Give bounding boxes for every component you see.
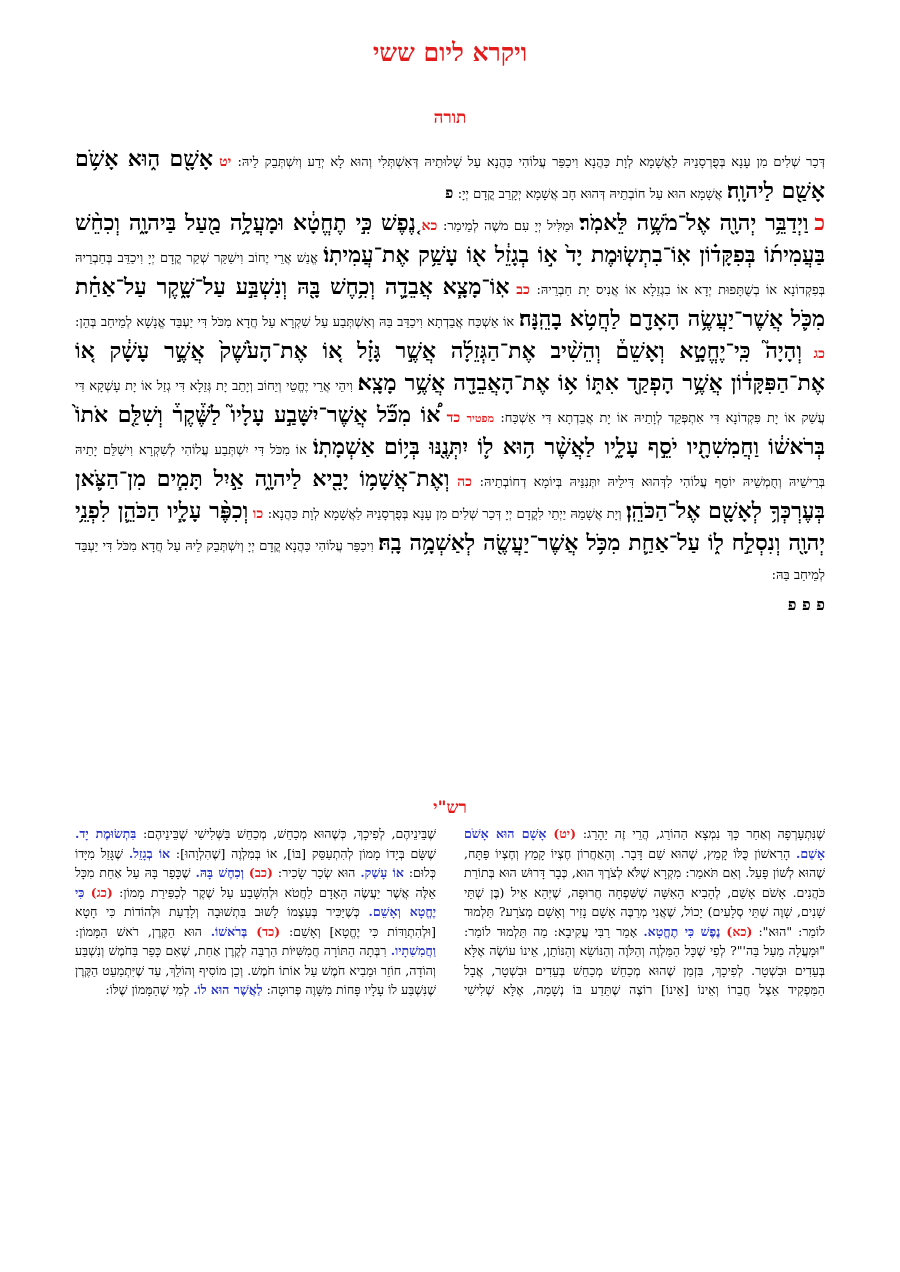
verse-23: וְהָיָה֮ כִּֽי־יֶחֱטָ֣א וְאָשֵׁם֒ וְהֵשִׁ֨יב אֶת־הַגְּזֵלָ֜ה אֲשֶׁ֣ר גָּזָ֗ל א֚וֹ אֶת־הָעֹ֙שֶׁק֙ אֲשֶׁ֣ר עָשָׁ֔ק א֚וֹ אֶת־הַפִּקָּד֔וֹן אֲשֶׁ֥ר הָפְקַ֖ד אִתּ֑וֹ א֥וֹ אֶת־הָאֲבֵדָ֖ה אֲשֶׁ֥ר מָצָֽא׃ (75, 338, 825, 396)
rashi-text: כְּשֶׁיַּכִּיר בְּעַצְמוֹ לָשׁוּב בִּתְשׁוּבָה וְלָדַעַת וּלְהוֹדוֹת כִּי חָטָא [וּלְהִתְוַדּוֹת כִּי יֶחֱטָא] וְאָשֵׁם: (75, 904, 436, 939)
rashi-text: אָמַר רַבִּי עֲקִיבָא: מַה תַּלְמוּד לוֹמַר: "וּמָעֲלָה מַעַל בַּה'"? לְפִי שֶׁכָּל הַמַּלְוֶה וְהַלֹּוֶה וְהַנּוֹשֵׂא וְהַנּוֹתֵן, אֵינוֹ עוֹשֶׂה אֶלָּא בְּעֵדִים וּבִשְׁטָר. לְפִיכָךְ, בִּזְמַן שֶׁהוּא מְכַחֵשׁ מְכַחֵשׁ בְּעֵדִים וּבִשְׁטָר, אֲבָל הַמַּפְקִיד אֵצֶל חֲבֵרוֹ וְאֵינוֹ [אֵינוֹ] רוֹצֶה שֶׁתֵּדַע בּוֹ נְשָׁמָה, אֶלָּא שְׁלִישִׁי שֶׁבֵּינֵיהֶם, לְפִיכָךְ, (353, 826, 825, 997)
rashi-text: הָרִאשׁוֹן כֻּלּוֹ קָמֵץ, שֶׁהוּא שֵׁם דָּבָר. וְהָאַחֲרוֹן חֶצְיוֹ קָמֵץ וְחֶצְיוֹ פַּתָּח, שֶׁהוּא לְשׁוֹן פָּעַל. וְאִם תֹּאמַר: מִקְרָא שֶׁלֹּא לְצֹרֶךְ הוּא, כְּבָר דָּרוּשׁ הוּא בְּתוֹרַת כֹּהֲנִים. אָשֹׁם אָשַׁם, לְהָבִיא הָאִשָּׁה שֶׁשִּׁפְחָה חֲרוּפָה, שֶׁיְּהֵא אֵיל (בֶּן שְׁתֵּי שָׁנִים, שָׁוֶה שְׁתֵּי סְלָעִים) יָכוֹל, שֶׁאֲנִי מְרַבֶּה אָשָׁם נָזִיר וְאָשָׁם מְצֹרָע? תַּלְמוּד לוֹמַר: "הוּא": (464, 845, 825, 939)
rashi-dibbur-hamatchil: אָשָׁם הוּא אָשֹׁם אָשַׁם. (464, 826, 825, 861)
rashi-dibbur-hamatchil: וְכִחֶשׁ בָּהּ. (195, 865, 244, 880)
onkelos-25: וְיָת אֲשָׁמֵהּ יַיְתֵי לִקֳדָם יְיָ דְּכַר שְׁלִים מִן עָנָא בְּפֻרְסָנֵיהּ לַאֲשָׁמָא לְוָת כַּהֲנָא: (267, 507, 622, 522)
page-title: ויקרא ליום ששי (372, 38, 528, 67)
rashi-dibbur-hamatchil: בְּרֹאשׁוֹ. (210, 923, 248, 939)
rashi-heading: רש"י (433, 798, 467, 818)
verse-21: נֶ֚פֶשׁ כִּ֣י תֶחֱטָ֔א וּמָעֲלָ֥ה מַ֖עַל בַּיהוָ֑ה וְכִחֵ֨שׁ בַּעֲמִית֜וֹ בְּפִקָּד֗וֹן אֽוֹ־בִתְשׂ֤וּמֶת יָד֙ א֣וֹ בְגָזֵ֔ל א֖וֹ עָשַׁ֥ק אֶת־עֲמִיתֽוֹ׃ (75, 210, 826, 268)
verse-number-22: כב (516, 282, 530, 298)
rashi-text: שֶׁשָּׂם בְּיָדוֹ מָמוֹן לְהִתְעַסֵּק [בּוֹ], אוֹ בְּמִלְוֶה [שֶׁהִלְוָהוּ]: (175, 845, 436, 861)
onkelos-23: וִיהֵי אֲרֵי יֶחֱטֵי וְיֵחוֹב וְיָתֵב יָת גְּזֵלָא דִּי גְזַל אוֹ יָת עָשְׁקָא דִּי עֲשַׁק אוֹ יָת פִּקְדוֹנָא דִּי אִתְפְּקֵד לְוָתֵיהּ אוֹ יָת אֲבֵדְתָא דִּי אַשְׁכַּח: (75, 379, 825, 426)
onkelos-19: אֲשָׁמָא הוּא עַל חוֹבְתֵיהּ דְּהוּא חָב אֲשָׁמָא יְקָרֵב קֳדָם יְיָ: (457, 187, 723, 202)
rashi-text: הוּא שְׂכַר שָׂכִיר: (277, 865, 356, 880)
rashi-text: שֶׁנִּתְעָרְפָה וְאַחַר כָּךְ נִמְצָא הַהוֹרֵג, הֲרֵי זֶה יֵהָרֵג: (582, 826, 825, 841)
rashi-text: לְמִי שֶׁהַמָּמוֹן שֶׁלּוֹ: (105, 982, 190, 997)
rashi-dibbur-hamatchil: כִּי יֶחֱטָא וְאָשֵׁם. (75, 884, 436, 919)
rashi-dibbur-hamatchil: אוֹ עָשַׁק. (360, 865, 404, 880)
verse-number-20: כ (814, 210, 826, 236)
onkelos-24: אוֹ מִכֹּל דִּי יִשְׁתְּבַע עֲלוֹהִי לְשִׁקְרָא וִישַׁלֵּם יָתֵיהּ בְּרֵישֵׁיהּ וְחֻמְשֵׁיהּ יוֹסֵף עֲלוֹהִי לִדְּהוּא דִּילֵיהּ יִתְּנִנֵּיהּ בְּיוֹמָא דְחוֹבְתֵיהּ: (75, 443, 825, 490)
verse-number-19: יט (219, 154, 232, 170)
end-parasha-marks: פ פ פ (787, 595, 825, 614)
verse-number-24: כד (446, 410, 461, 426)
rashi-text: רִבְּתָה הַתּוֹרָה חֲמִשִּׁיּוֹת הַרְבֵּה לְקֶרֶן אַחַת, שֶׁאִם כָּפַר בַּחֹמֶשׁ וְנִשְׁבַּע וְהוֹדָה, חוֹזֵר וּמֵבִיא חֹמֶשׁ עַל אוֹתוֹ חֹמֶשׁ. וְכֵן מוֹסִיף וְהוֹלֵךְ, עַד שֶׁיִּתְמַעֵט הַקֶּרֶן שֶׁנִּשְׁבַּע לוֹ עָלָיו פָּחוֹת מִשָּׁוֶה פְּרוּטָה: (75, 943, 436, 997)
verse-25: וְאֶת־אֲשָׁמ֥וֹ יָבִ֖יא לַיהוָ֑ה אַ֣יִל תָּמִ֧ים מִן־הַצֹּ֛אן בְּעֶרְכְּךָ֥ לְאָשָׁ֖ם אֶל־הַכֹּהֵֽן׃ (75, 466, 825, 524)
verse-22: אֽוֹ־מָצָ֧א אֲבֵדָ֛ה וְכִ֥חֶשׁ בָּ֖הּ וְנִשְׁבַּ֣ע עַל־שָׁ֑קֶר עַל־אַחַ֗ת מִכֹּ֛ל אֲשֶׁר־יַעֲשֶׂ֥ה הָאָדָ֖ם לַחֲטֹ֥א בָהֵֽנָּה׃ (75, 274, 826, 332)
maftir-label: מפטיר (466, 412, 495, 425)
rashi-dibbur-hamatchil: וַחֲמִשִׁתָיו. (390, 943, 436, 958)
rashi-text: כְּשֶׁהוּא מְכַחֵשׁ, מְכַחֵשׁ בַּשְּׁלִישִׁי שֶׁבֵּינֵיהֶם: (142, 826, 347, 841)
verse-number-25: כה (457, 474, 473, 490)
rashi-text: שֶׁכָּפַר בָּהּ עַל אַחַת מִכָּל אֵלֶּה אֲשֶׁר יַעֲשֶׂה הָאָדָם לַחֲטֹא וּלְהִשָּׁבַע עַל שֶׁקֶר לְכַפִּירַת מָמוֹן: (75, 865, 436, 900)
verse-26: וְכִפֶּ֨ר עָלָ֧יו הַכֹּהֵ֛ן לִפְנֵ֥י יְהוָ֖ה וְנִסְלַ֣ח ל֑וֹ עַל־אַחַ֛ת מִכֹּ֥ל אֲשֶׁר־יַעֲשֶׂ֖ה לְאַשְׁמָ֥ה בָֽהּ׃ (75, 498, 826, 556)
rashi-verse-number: (כד) (256, 923, 281, 939)
verse-number-21: כא (421, 218, 438, 234)
verse-20: וַיְדַבֵּ֥ר יְהוָ֖ה אֶל־מֹשֶׁ֥ה לֵּאמֹֽר׃ (579, 210, 809, 236)
onkelos-21: אֱנַשׁ אֲרֵי יֶחוֹב וִישַׁקַּר שְׁקַר קֳדָם יְיָ וִיכַדֵּב בְּחַבְרֵיהּ בְּפִקְדוֹנָא אוֹ בְשֻׁתָּפוּת יְדָא אוֹ בִגְזֵלָא אוֹ אֲנִיס יָת חַבְרֵיהּ: (75, 251, 826, 298)
onkelos-20: וּמַלִּיל יְיָ עִם משֶׁה לְמֵימַר: (443, 219, 574, 234)
rashi-text: הוּא הַקֶּרֶן, רֹאשׁ הַמָּמוֹן: (75, 923, 202, 939)
onkelos-26: וִיכַפַּר עֲלוֹהִי כַּהֲנָא קֳדָם יְיָ וְיִשְׁתְּבֵק לֵיהּ עַל חֲדָא מִכֹּל דִּי יַעְבֵּד לְמֵיחַב בַּהּ: (75, 539, 825, 583)
torah-text (75, 145, 825, 619)
rashi-verse-number: (כב) (248, 865, 273, 880)
rashi-commentary (75, 824, 825, 1000)
rashi-verse-number: (יט) (553, 826, 576, 841)
verse-number-23: כג (813, 346, 825, 362)
onkelos-18: דְּכַר שְׁלִים מִן עָנָא בְּפֻרְסָנֵיהּ לַאֲשָׁמָא לְוָת כַּהֲנָא וִיכַפַּר עֲלוֹהִי כַּהֲנָא עַל שָׁלוּתֵיהּ דְּאִשְׁתְּלִי וְהוּא לָא יְדַע וְיִשְׁתְּבֵק לֵיהּ: (237, 155, 826, 170)
rashi-dibbur-hamatchil: בִּתְשׂוּמֶת יָד. (75, 826, 137, 841)
verse-number-26: כו (252, 506, 264, 522)
rashi-dibbur-hamatchil: אוֹ בְגָזֵל. (128, 845, 171, 861)
rashi-verse-number: (כא) (726, 923, 753, 939)
rashi-verse-number: (כג) (90, 884, 113, 900)
rashi-text: שֶׁגָּזַל מִיָּדוֹ כְּלוּם: (75, 845, 436, 880)
onkelos-22: אוֹ אַשְׁכַּח אֲבֵדְתָא וִיכַדֵּב בַּהּ וְאִשְׁתְּבַע עַל שִׁקְרָא עַל חֲדָא מִכֹּל דִּי יַעְבֵּד אֱנָשָׁא לְמֵיחַב בְּהֵן: (75, 315, 515, 330)
verse-19: אָשָׁ֖ם ה֑וּא אָשֹׁ֥ם אָשַׁ֖ם לַיהוָֽה׃ (75, 146, 825, 204)
torah-heading: תורה (433, 108, 467, 128)
rashi-dibbur-hamatchil: לַאֲשֶׁר הוּא לוֹ. (193, 982, 263, 997)
verse-24: א֠וֹ מִכֹּ֞ל אֲשֶׁר־יִשָּׁבַ֣ע עָלָיו֮ לַשֶּׁ֒קֶר֒ וְשִׁלַּ֤ם אֹתוֹ֙ בְּרֹאשׁ֔וֹ וַחֲמִשִׁתָ֖יו יֹסֵ֣ף עָלָ֑יו לַאֲשֶׁ֨ר ה֥וּא ל֛וֹ יִתְּנֶ֖נּוּ בְּי֥וֹם אַשְׁמָתֽוֹ׃ (75, 402, 825, 460)
rashi-dibbur-hamatchil: נֶפֶשׁ כִּי תֶחֱטָא. (643, 923, 721, 939)
parasha-break: פ (445, 184, 454, 202)
